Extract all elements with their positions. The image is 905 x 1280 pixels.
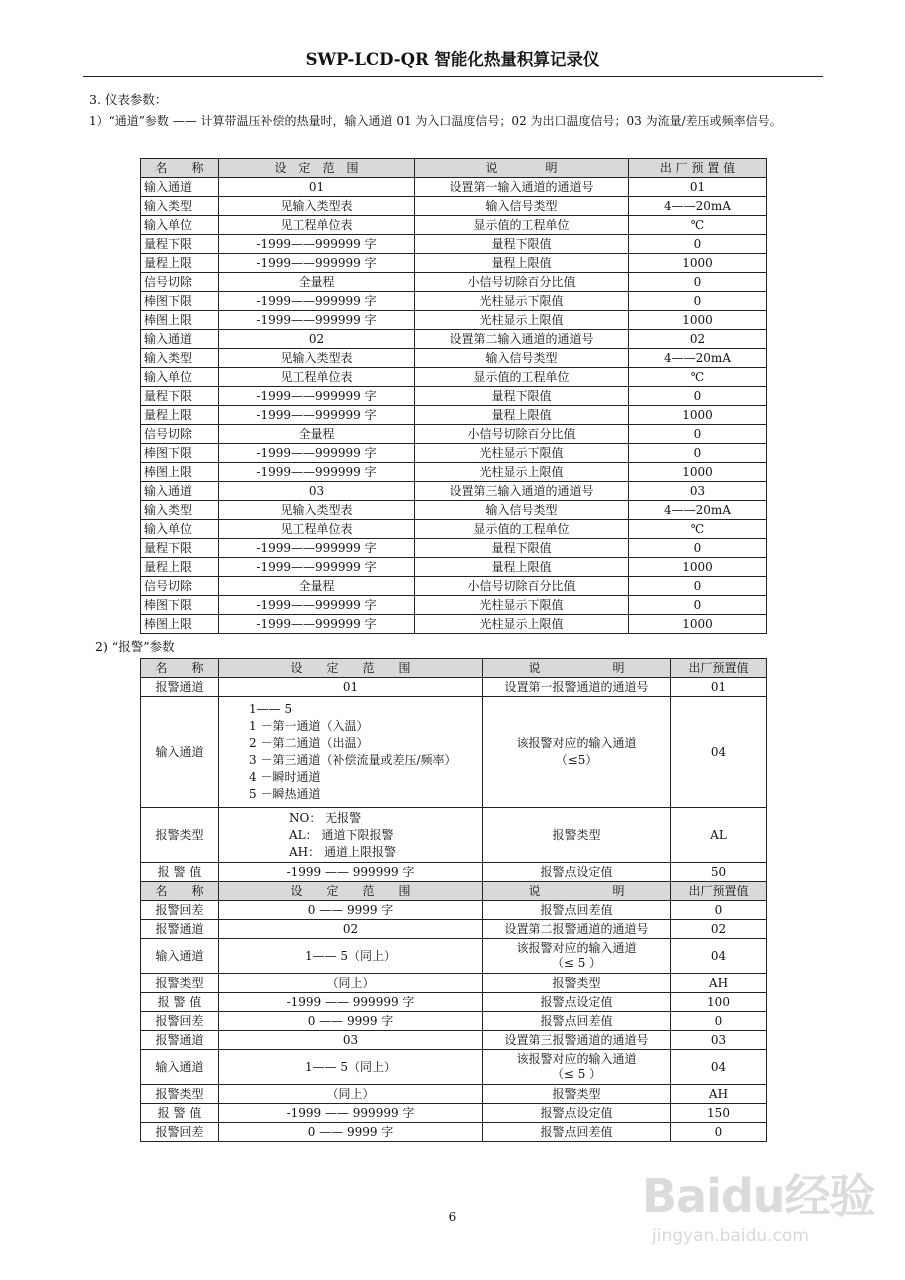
cell: 01 (219, 678, 483, 697)
header-cell: 说 明 (483, 882, 671, 901)
table-row (141, 615, 767, 634)
range-line: 1 －第一通道（入温） (249, 719, 369, 733)
cell: 信号切除 (141, 425, 219, 444)
header-cell: 设 定 范 围 (219, 159, 415, 178)
header-cell: 名 称 (141, 159, 219, 178)
table-row (141, 974, 767, 993)
cell: -1999——999999 字 (219, 615, 415, 634)
title-rule (83, 76, 823, 77)
cell: 0 (629, 273, 767, 292)
cell: 信号切除 (141, 577, 219, 596)
desc-line: 该报警对应的输入通道 (516, 736, 637, 750)
cell: 输入信号类型 (415, 197, 629, 216)
cell: 量程上限 (141, 558, 219, 577)
table-row (141, 939, 767, 974)
cell: 02 (219, 920, 483, 939)
table-row (141, 387, 767, 406)
table-row (141, 1123, 767, 1142)
cell: -1999——999999 字 (219, 235, 415, 254)
cell: 输入单位 (141, 216, 219, 235)
cell: 设置第一输入通道的通道号 (415, 178, 629, 197)
cell: 量程下限 (141, 235, 219, 254)
range-line: 3 －第三通道（补偿流量或差压/频率） (249, 753, 457, 767)
cell: 显示值的工程单位 (415, 368, 629, 387)
cell: 输入信号类型 (415, 501, 629, 520)
header-cell: 名 称 (141, 882, 219, 901)
cell: 1000 (629, 406, 767, 425)
cell: 输入通道 (141, 178, 219, 197)
cell: 信号切除 (141, 273, 219, 292)
cell: 输入类型 (141, 501, 219, 520)
cell: 报警类型 (141, 974, 219, 993)
table-row (141, 349, 767, 368)
cell: 1000 (629, 311, 767, 330)
cell: 1000 (629, 558, 767, 577)
cell: 02 (219, 330, 415, 349)
cell: 设置第二输入通道的通道号 (415, 330, 629, 349)
cell: 报警通道 (141, 1031, 219, 1050)
range-line: 1—— 5 (249, 702, 293, 716)
table-row (141, 254, 767, 273)
table-row (141, 808, 767, 863)
cell: 03 (219, 1031, 483, 1050)
table-row (141, 901, 767, 920)
cell: 设置第三报警通道的通道号 (483, 1031, 671, 1050)
table-row (141, 311, 767, 330)
table-row (141, 501, 767, 520)
cell: 报警类型 (141, 808, 219, 863)
cell: -1999——999999 字 (219, 254, 415, 273)
channel-params-table (140, 158, 767, 634)
cell: 1000 (629, 463, 767, 482)
table-row (141, 368, 767, 387)
alarm-params-table (140, 658, 767, 1142)
cell: 0 (629, 235, 767, 254)
cell: 报警点回差值 (483, 1012, 671, 1031)
cell: -1999——999999 字 (219, 311, 415, 330)
header-cell: 设 定 范 围 (219, 659, 483, 678)
table-row (141, 920, 767, 939)
cell: -1999——999999 字 (219, 406, 415, 425)
cell (483, 1050, 671, 1085)
cell: 0 (629, 596, 767, 615)
cell: 0 (629, 539, 767, 558)
range-line: 5 －瞬热通道 (249, 787, 321, 801)
cell: 报警类型 (483, 808, 671, 863)
cell: 0 (629, 577, 767, 596)
cell: 光柱显示上限值 (415, 463, 629, 482)
range-line: AL： 通道下限报警 (289, 827, 394, 842)
desc-line: （≤5） (555, 753, 598, 767)
table-row (141, 993, 767, 1012)
table-row (141, 577, 767, 596)
table-row (141, 596, 767, 615)
cell: 01 (671, 678, 767, 697)
table-row (141, 1031, 767, 1050)
cell: 输入通道 (141, 1050, 219, 1085)
cell: -1999——999999 字 (219, 539, 415, 558)
table-row (141, 292, 767, 311)
cell: 报警通道 (141, 678, 219, 697)
cell: 量程下限值 (415, 539, 629, 558)
table-row (141, 1085, 767, 1104)
channel-params-description: 1）“通道”参数 —— 计算带温压补偿的热量时，输入通道 01 为入口温度信号；02 为出口温度信号；03 为流量/差压或频率信号。 (89, 114, 782, 128)
cell: ℃ (629, 216, 767, 235)
cell: 量程上限 (141, 254, 219, 273)
cell: 0 (629, 444, 767, 463)
cell: 01 (629, 178, 767, 197)
cell: 光柱显示上限值 (415, 311, 629, 330)
cell: ℃ (629, 368, 767, 387)
cell: 报警类型 (141, 1085, 219, 1104)
cell: 03 (629, 482, 767, 501)
header-cell: 出 厂 预 置 值 (629, 159, 767, 178)
baidu-watermark (642, 1150, 882, 1260)
header-cell: 名 称 (141, 659, 219, 678)
cell: 04 (671, 939, 767, 974)
table-row (141, 539, 767, 558)
header-cell: 说 明 (483, 659, 671, 678)
cell: 输入类型 (141, 349, 219, 368)
cell: 棒图下限 (141, 292, 219, 311)
cell: -1999——999999 字 (219, 463, 415, 482)
cell: 光柱显示下限值 (415, 444, 629, 463)
cell: 04 (671, 1050, 767, 1085)
cell: -1999 —— 999999 字 (219, 863, 483, 882)
cell: 见输入类型表 (219, 501, 415, 520)
table-row (141, 520, 767, 539)
desc-line: （≤ 5 ） (551, 1067, 602, 1081)
cell: 0 (629, 292, 767, 311)
cell: -1999 —— 999999 字 (219, 993, 483, 1012)
header-cell: 出厂预置值 (671, 659, 767, 678)
cell: 报警回差 (141, 901, 219, 920)
desc-line: 该报警对应的输入通道 (516, 941, 637, 955)
cell-range-list (219, 697, 483, 808)
header-cell: 说 明 (415, 159, 629, 178)
cell: 设置第三输入通道的通道号 (415, 482, 629, 501)
cell: -1999——999999 字 (219, 596, 415, 615)
table-row (141, 273, 767, 292)
cell: 输入类型 (141, 197, 219, 216)
cell: 输入信号类型 (415, 349, 629, 368)
cell: 0 —— 9999 字 (219, 1012, 483, 1031)
cell: 50 (671, 863, 767, 882)
cell: 1—— 5（同上） (219, 1050, 483, 1085)
cell: 输入通道 (141, 330, 219, 349)
cell: （同上） (219, 974, 483, 993)
cell: 报警回差 (141, 1123, 219, 1142)
cell: 输入单位 (141, 368, 219, 387)
cell: 0 (671, 1012, 767, 1031)
cell: 报警点回差值 (483, 1123, 671, 1142)
cell: 小信号切除百分比值 (415, 577, 629, 596)
table-row (141, 425, 767, 444)
cell: 显示值的工程单位 (415, 520, 629, 539)
cell: 4——20mA (629, 501, 767, 520)
cell: ℃ (629, 520, 767, 539)
cell: 报 警 值 (141, 863, 219, 882)
cell: -1999 —— 999999 字 (219, 1104, 483, 1123)
cell: 见输入类型表 (219, 349, 415, 368)
cell: 量程上限值 (415, 254, 629, 273)
cell: 报警回差 (141, 1012, 219, 1031)
table-header-row (141, 659, 767, 678)
cell: 1000 (629, 615, 767, 634)
cell: 见输入类型表 (219, 197, 415, 216)
cell: 1000 (629, 254, 767, 273)
cell: AL (671, 808, 767, 863)
cell: 见工程单位表 (219, 520, 415, 539)
cell: 见工程单位表 (219, 216, 415, 235)
watermark-logo: Baidu经验 (642, 1169, 875, 1223)
cell: 报 警 值 (141, 993, 219, 1012)
cell: 0 (671, 901, 767, 920)
cell: 输入通道 (141, 939, 219, 974)
cell: 0 (629, 387, 767, 406)
cell: 棒图下限 (141, 444, 219, 463)
cell: 报 警 值 (141, 1104, 219, 1123)
cell: 04 (671, 697, 767, 808)
cell: 报警点设定值 (483, 863, 671, 882)
table-row (141, 197, 767, 216)
cell: 01 (219, 178, 415, 197)
table-row (141, 463, 767, 482)
cell: 全量程 (219, 425, 415, 444)
range-line: 2 －第二通道（出温） (249, 736, 369, 750)
cell: AH (671, 974, 767, 993)
table-row (141, 178, 767, 197)
cell: 量程上限值 (415, 558, 629, 577)
cell: 输入通道 (141, 697, 219, 808)
cell: 0 —— 9999 字 (219, 1123, 483, 1142)
cell: 量程下限值 (415, 235, 629, 254)
cell: （同上） (219, 1085, 483, 1104)
cell: 显示值的工程单位 (415, 216, 629, 235)
cell: 量程下限 (141, 539, 219, 558)
cell: 设置第一报警通道的通道号 (483, 678, 671, 697)
cell (483, 697, 671, 808)
cell: 0 (671, 1123, 767, 1142)
cell: 光柱显示下限值 (415, 292, 629, 311)
cell: 棒图上限 (141, 311, 219, 330)
cell: 1—— 5（同上） (219, 939, 483, 974)
cell: 设置第二报警通道的通道号 (483, 920, 671, 939)
section-heading: 3. 仪表参数： (89, 92, 168, 107)
cell: 量程上限 (141, 406, 219, 425)
desc-line: （≤ 5 ） (551, 956, 602, 970)
watermark-site: jingyan.baidu.com (652, 1226, 809, 1246)
document-title: SWP-LCD-QR 智能化热量积算记录仪 (305, 50, 600, 69)
header-cell: 设 定 范 围 (219, 882, 483, 901)
cell: 报警点设定值 (483, 1104, 671, 1123)
cell: 报警通道 (141, 920, 219, 939)
cell: 输入通道 (141, 482, 219, 501)
table-row (141, 444, 767, 463)
cell: 全量程 (219, 577, 415, 596)
table-row (141, 330, 767, 349)
cell: -1999——999999 字 (219, 292, 415, 311)
desc-line: 该报警对应的输入通道 (516, 1052, 637, 1066)
page-number: 6 (448, 1210, 457, 1224)
table-row (141, 406, 767, 425)
cell: 棒图上限 (141, 615, 219, 634)
cell: 棒图下限 (141, 596, 219, 615)
cell: 03 (219, 482, 415, 501)
table-row (141, 697, 767, 808)
cell: 光柱显示下限值 (415, 596, 629, 615)
range-line: NO： 无报警 (289, 810, 362, 825)
cell: 光柱显示上限值 (415, 615, 629, 634)
cell: 见工程单位表 (219, 368, 415, 387)
cell: 4——20mA (629, 349, 767, 368)
cell: 报警类型 (483, 974, 671, 993)
cell: 量程下限值 (415, 387, 629, 406)
cell: 150 (671, 1104, 767, 1123)
cell: 4——20mA (629, 197, 767, 216)
table-row (141, 1050, 767, 1085)
alarm-section-heading: 2) “报警”参数 (95, 639, 175, 654)
range-line: 4 －瞬时通道 (249, 770, 321, 784)
cell: 全量程 (219, 273, 415, 292)
cell: 小信号切除百分比值 (415, 425, 629, 444)
table-row (141, 1104, 767, 1123)
range-line: AH： 通道上限报警 (289, 844, 396, 859)
cell: 量程下限 (141, 387, 219, 406)
cell: AH (671, 1085, 767, 1104)
table-row (141, 863, 767, 882)
table-header-row (141, 159, 767, 178)
table-row (141, 558, 767, 577)
cell: 02 (629, 330, 767, 349)
table-row (141, 482, 767, 501)
cell: 0 —— 9999 字 (219, 901, 483, 920)
cell: 03 (671, 1031, 767, 1050)
cell: 量程上限值 (415, 406, 629, 425)
cell: -1999——999999 字 (219, 558, 415, 577)
header-cell: 出厂预置值 (671, 882, 767, 901)
table-row (141, 678, 767, 697)
cell: 0 (629, 425, 767, 444)
table-row (141, 1012, 767, 1031)
cell: 100 (671, 993, 767, 1012)
cell: 报警点设定值 (483, 993, 671, 1012)
cell: 棒图上限 (141, 463, 219, 482)
cell: 小信号切除百分比值 (415, 273, 629, 292)
cell-range-list (219, 808, 483, 863)
cell: 02 (671, 920, 767, 939)
cell: -1999——999999 字 (219, 387, 415, 406)
table-header-row (141, 882, 767, 901)
table-row (141, 216, 767, 235)
cell: 报警类型 (483, 1085, 671, 1104)
cell: -1999——999999 字 (219, 444, 415, 463)
cell: 报警点回差值 (483, 901, 671, 920)
cell (483, 939, 671, 974)
table-row (141, 235, 767, 254)
cell: 输入单位 (141, 520, 219, 539)
